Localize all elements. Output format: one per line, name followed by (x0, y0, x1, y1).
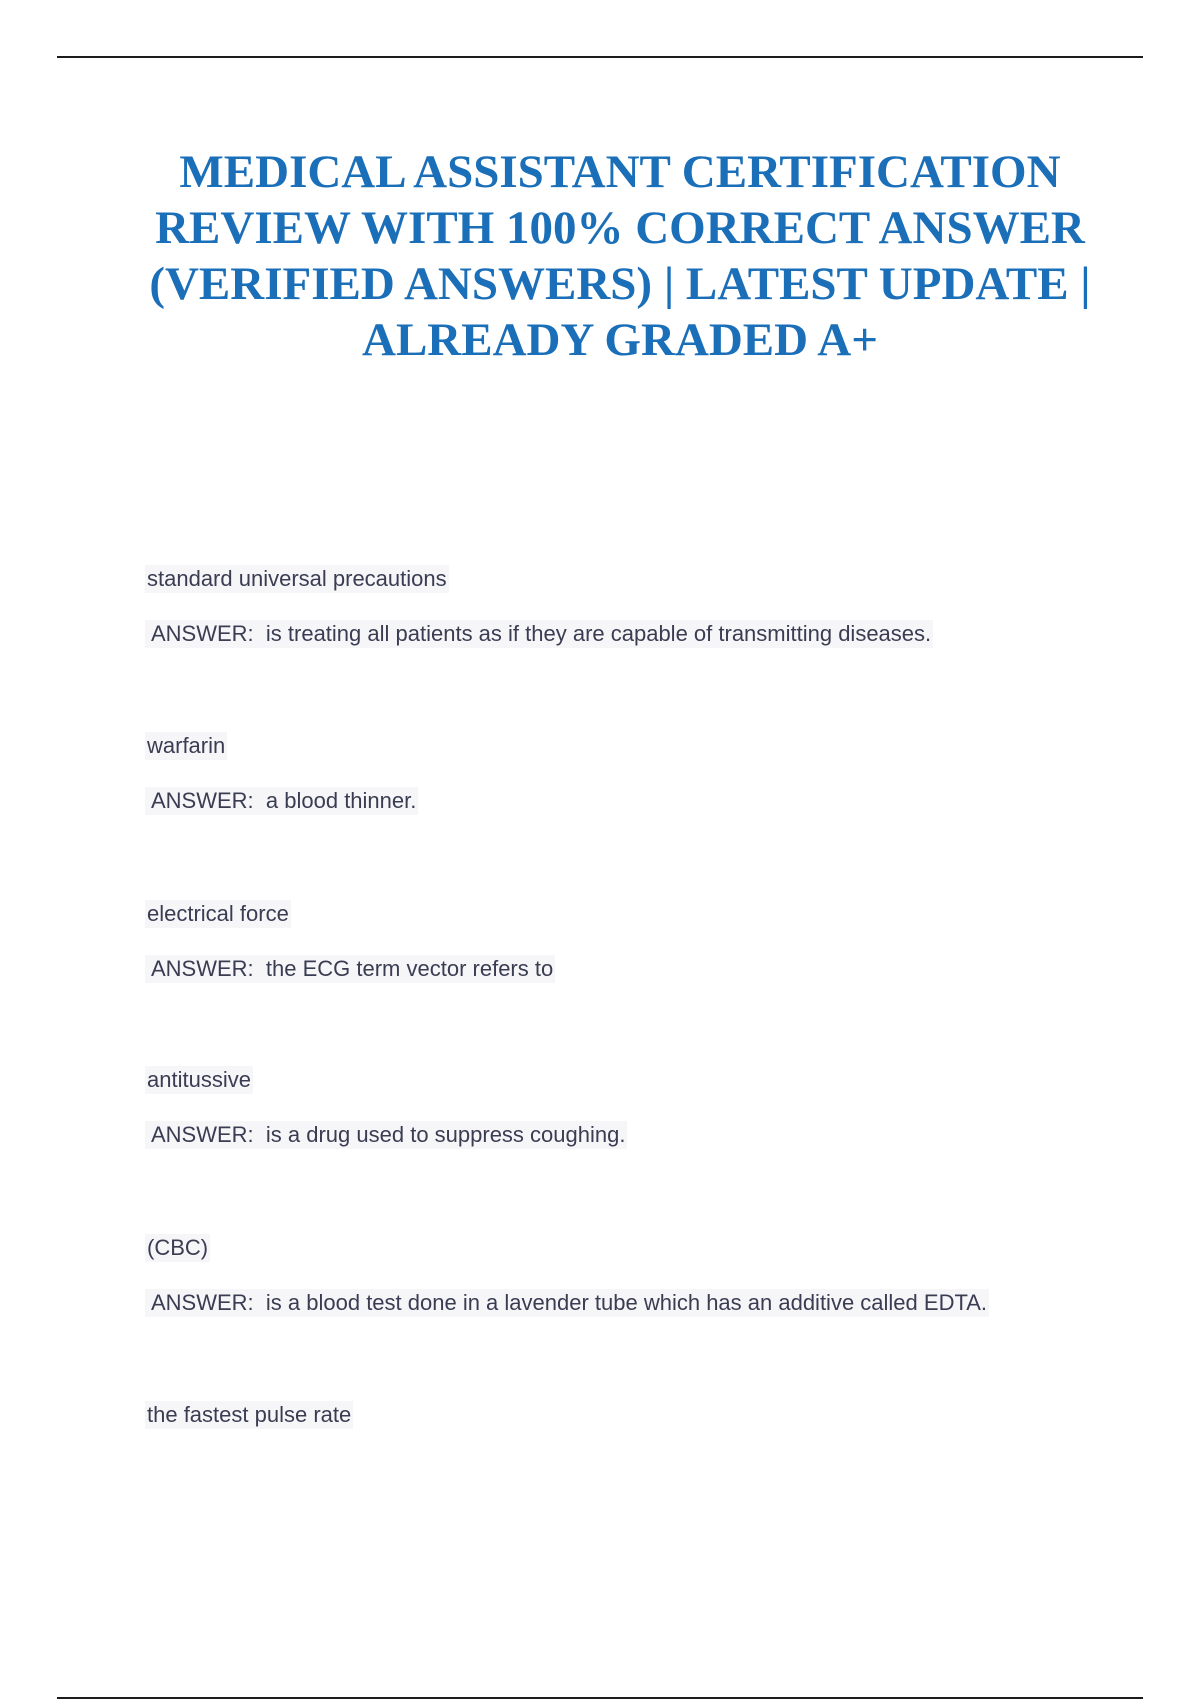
qa-answer: ANSWER: a blood thinner. (145, 787, 418, 815)
qa-term: warfarin (147, 733, 226, 758)
qa-term: antitussive (147, 1067, 251, 1092)
qa-term: electrical force (147, 901, 289, 926)
qa-term: standard universal precautions (147, 566, 447, 591)
qa-answer: ANSWER: is a drug used to suppress coughing. (145, 1121, 627, 1149)
qa-answer: ANSWER: is treating all patients as if they are capable of transmitting diseases. (145, 620, 933, 648)
qa-term: the fastest pulse rate (147, 1402, 352, 1427)
document-title: MEDICAL ASSISTANT CERTIFICATION REVIEW WITH 100% CORRECT ANSWER (VERIFIED ANSWERS) | LATEST UPDATE | ALREADY GRADED A+ (149, 146, 1091, 366)
top-rule (57, 56, 1143, 58)
qa-answer: ANSWER: is a blood test done in a lavender tube which has an additive called EDTA. (145, 1289, 989, 1317)
bottom-rule (57, 1697, 1143, 1699)
qa-term: (CBC) (147, 1235, 209, 1260)
qa-answer: ANSWER: the ECG term vector refers to (145, 955, 555, 983)
